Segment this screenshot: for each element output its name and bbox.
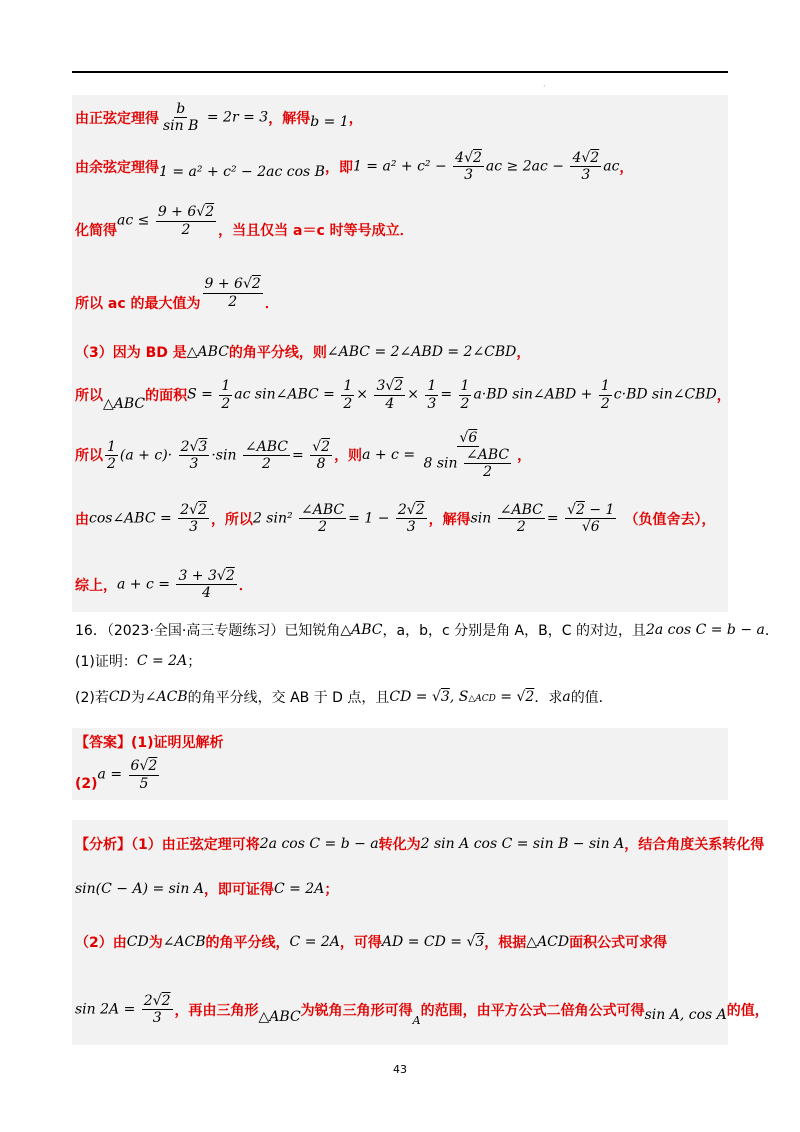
solution-line-3: 化简得 ac ≤ $\frac{9 + 6√2}{2}$ ，当且仅当 a＝c 时等号成立． [75, 204, 414, 239]
header-mark: · [543, 82, 546, 91]
problem-16-line-3: (2)若 CD 为 ∠ACB 的角平分线，交 AB 于 D 点，且 CD = √3, S△ACD = √2 ．求 a 的值． [75, 689, 613, 706]
problem-16-line-2: (1)证明： C = 2A ； [75, 653, 202, 670]
analysis-line-2: sin(C − A) = sin A ，即可证得 C = 2A ； [75, 881, 339, 898]
solution-line-7: 所以 $\frac{1}{2}$ (a + c)· $\frac{2√3}{3}$ ·sin $\frac{\text{∠ABC}}{2}$ = $\frac{√2}{8}$ ，则 a + c = √6 8 sin $\frac{\text{∠ABC}}{2}$ ， [75, 430, 532, 481]
solution-line-5: （3）因为 BD 是 △ABC 的角平分线，则 ∠ABC = 2∠ABD = 2∠CBD ， [75, 344, 531, 361]
solution-line-2: 由余弦定理得 1 = a² + c² − 2ac cos B ，即 1 = a² + c² − $\frac{4√2}{3}$ ac ≥ 2ac − $\frac{4√2}{3}$ ac ， [75, 150, 634, 184]
solution-line-6: 所以 △ABC 的面积 S = $\frac{1}{2}$ ac sin∠ABC = $\frac{1}{2}$ × $\frac{3√2}{4}$ × $\frac{1}{3}$ = $\frac{1}{2}$ a·BD sin∠ABD + $\frac{1}{2}$ c·BD sin∠CBD ， [75, 378, 731, 412]
analysis-line-1: 【分析】（1）由正弦定理可将 2a cos C = b − a 转化为 2 sin A cos C = sin B − sin A ，结合角度关系转化得 [75, 836, 765, 853]
answer-line-2: (2) a = $\frac{6√2}{5}$ [75, 758, 158, 792]
analysis-line-4: sin 2A = $\frac{2√2}{3}$ ，再由三角形 △ABC 为锐角三角形可得 A 的范围，由平方公式二倍角公式可得 sin A, cos A 的值， [75, 992, 769, 1027]
solution-line-1: 由正弦定理得 $\frac{b}{\text{sin B}}$ = 2r = 3 ，解得 b = 1 ， [75, 101, 363, 135]
page-number: 43 [393, 1063, 407, 1076]
solution-line-8: 由 cos∠ABC = $\frac{2√2}{3}$ ，所以 2 sin² $\frac{\text{∠ABC}}{2}$ = 1 − $\frac{2√2}{3}$ ，解得 sin $\frac{\text{∠ABC}}{2}$ = $\frac{√2 - 1}{√6}$ （负值舍去）， [75, 502, 716, 536]
answer-line-1: 【答案】(1)证明见解析 [75, 735, 224, 751]
solution-line-4: 所以 ac 的最大值为 $\frac{9 + 6√2}{2}$ ． [75, 276, 279, 312]
solution-line-9: 综上， a + c = $\frac{3 + 3√2}{4}$ ． [75, 568, 253, 602]
header-rule [72, 71, 728, 73]
analysis-line-3: （2）由 CD 为 ∠ACB 的角平分线， C = 2A ，可得 AD = CD = √3 ，根据 △ACD 面积公式可求得 [75, 934, 668, 951]
problem-16-line-1: 16．（2023·全国·高三专题练习）已知锐角 △ABC ，a，b，c 分别是角 A，B，C 的对边，且 2a cos C = b − a ． [75, 622, 779, 639]
